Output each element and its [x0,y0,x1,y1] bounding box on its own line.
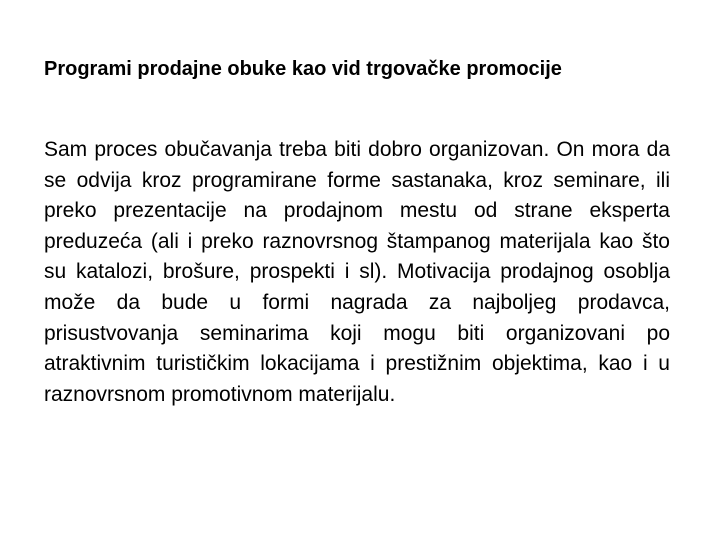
slide-title: Programi prodajne obuke kao vid trgovačke promocije [44,58,562,80]
slide-body-text: Sam proces obučavanja treba biti dobro organizovan. On mora da se odvija kroz programirane forme sastanaka, kroz seminare, ili preko prezentacije na prodajnom mestu od strane eksperta preduzeća (ali i preko raznovrsnog štampanog materijala kao što su katalozi, brošure, prospekti i sl). Motivacija prodajnog osoblja može da bude u formi nagrada za najboljeg prodavca, prisustvovanja seminarima koji mogu biti organizovani po atraktivnim turističkim lokacijama i prestižnim objektima, kao i u raznovrsnom promotivnom materijalu. [44,138,670,406]
